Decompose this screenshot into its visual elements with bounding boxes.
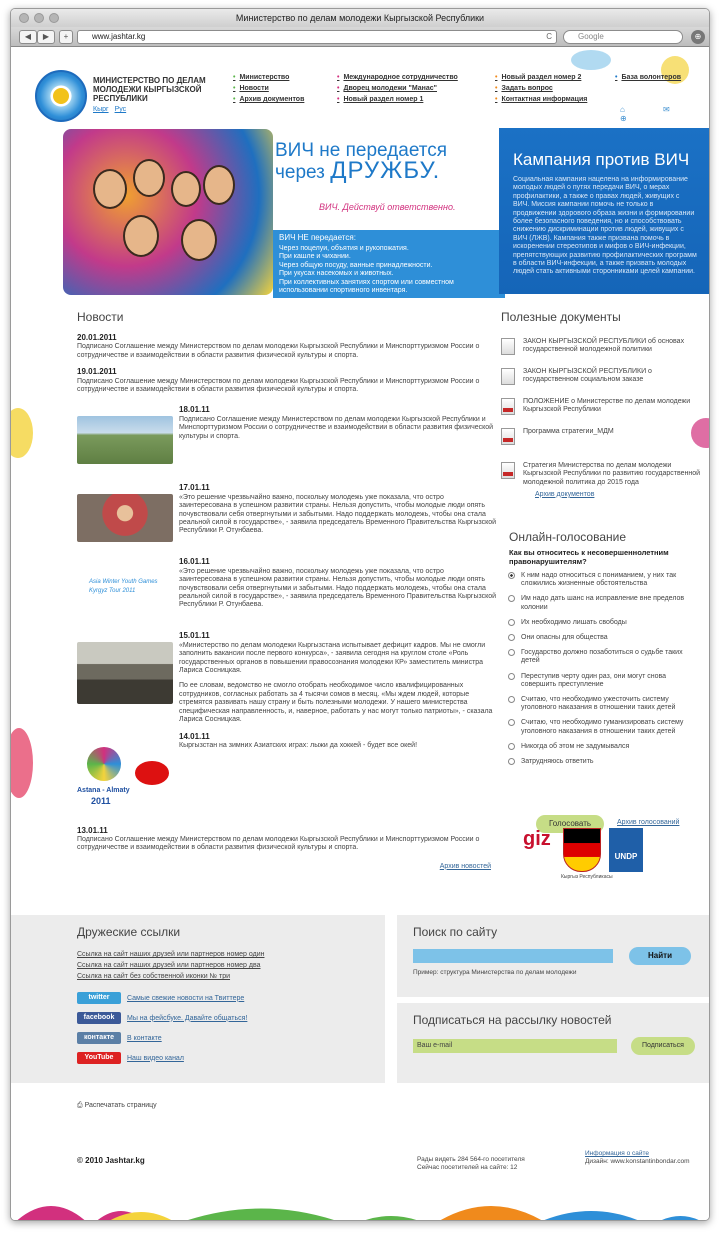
menu-item[interactable]: • База волонтеров — [615, 72, 681, 83]
menu-item[interactable]: • Новости — [233, 83, 304, 94]
radio-button[interactable] — [508, 673, 515, 680]
social-twitter[interactable]: twitter Самые свежие новости на Твиттере — [77, 992, 385, 1004]
minimize-dot[interactable] — [34, 13, 44, 23]
decor-splash — [571, 50, 611, 70]
news-item[interactable]: Asia Winter Youth Games Kyrgyz Tour 2011 16.01.11 «Это решение чрезвычайно важно, поскольку молодежь уже показала, что остро заинтересована в успешном развитии страны. Нельзя допустить, чтобы молодые люди опять почувствовали себя отвергнутыми и забытыми. Надо поддержать молодежь, чтобы она стала реальной силой в государстве», - заявила председатель Временного Правительства Кыргызской Республики Р. Отунбаева. — [77, 558, 497, 614]
pdf-icon — [501, 462, 515, 479]
lang-ru-link[interactable]: Рус — [114, 106, 127, 113]
vote-button[interactable]: Голосовать — [536, 815, 604, 833]
pdf-icon — [501, 428, 515, 445]
radio-button[interactable] — [508, 595, 515, 602]
site-info: Информация о сайте Дизайн: www.konstantinbondar.com — [585, 1150, 690, 1165]
menu-item[interactable]: • Новый раздел номер 1 — [337, 94, 458, 105]
site-search-panel — [397, 915, 709, 997]
friend-link[interactable]: Ссылка на сайт без собственной иконки № три — [77, 973, 231, 980]
print-icon: ⎙ — [77, 1102, 83, 1109]
poll-option[interactable]: Затрудняюсь ответить — [501, 758, 701, 766]
ministry-logo[interactable] — [35, 70, 87, 122]
close-dot[interactable] — [19, 13, 29, 23]
twitter-icon[interactable]: twitter — [77, 992, 121, 1004]
news-item[interactable]: 19.01.2011 Подписано Соглашение между Министерством по делам молодежи Кыргызской Республики и Минспорттуризмом России о сотрудничестве и взаимодействии в области развития физической культуры и спорта. — [77, 367, 480, 394]
documents-title: Полезные документы — [501, 310, 621, 324]
undp-logo[interactable]: UNDP — [609, 828, 643, 872]
news-item[interactable]: 20.01.2011 Подписано Соглашение между Министерством по делам молодежи Кыргызской Республики и Минспорттуризмом России о сотрудничестве и взаимодействии в области развития физической культуры и спорта. — [77, 333, 480, 359]
campaign-title: Кампания против ВИЧ — [513, 150, 690, 169]
documents-section — [501, 310, 701, 498]
vkontakte-icon[interactable]: контакте — [77, 1032, 121, 1044]
radio-button[interactable] — [508, 758, 515, 765]
friends-title: Дружеские ссылки — [77, 925, 181, 939]
lang-kg-link[interactable]: Кырг — [93, 106, 109, 113]
menu-item[interactable]: • Архив документов — [233, 94, 304, 105]
poll-option[interactable]: Они опасны для общества — [501, 634, 701, 642]
site-info-link[interactable]: Информация о сайте — [585, 1150, 650, 1157]
radio-button[interactable] — [508, 649, 515, 656]
news-thumb-astana[interactable]: Astana - Almaty 2011 — [77, 747, 173, 815]
footer-ornament — [11, 1186, 709, 1221]
social-facebook[interactable]: facebook Мы на фейсбуке. Давайте общаться! — [77, 1012, 385, 1024]
campaign-text: Социальная кампания нацелена на информирование молодых людей о путях передачи ВИЧ, о мерах профилактики, а также о правах людей, живущих с ВИЧ. Миссия кампании помочь не только в продвижении здорового образа жизни и формировании более безопасного поведения, но и способствовать снижению дискриминации против людей, живущих с ВИЧ (ЛЖВ). Кампания также призвана помочь в искоренении стереотипов и мифов о ВИЧ-инфекции, препятствующих развитию профилактических программ в области ВИЧ-инфекции, а также призвать молодых людей стать активными сторонниками целей кампании. — [513, 176, 697, 276]
document-item[interactable]: Программа стратегии_МДМ — [501, 428, 701, 446]
poll-archive-link[interactable]: Архив голосований — [617, 819, 680, 826]
browser-toolbar — [11, 27, 709, 47]
menu-item[interactable]: • Международное сотрудничество — [337, 72, 458, 83]
zoom-dot[interactable] — [49, 13, 59, 23]
add-bookmark-button[interactable]: + — [59, 30, 73, 44]
subscribe-button[interactable]: Подписаться — [631, 1037, 695, 1055]
email-input[interactable]: Ваш e-mail — [413, 1039, 617, 1053]
web-page — [11, 48, 709, 1221]
document-item[interactable]: ЗАКОН КЫРГЫЗСКОЙ РЕСПУБЛИКИ о государственном социальном заказе — [501, 368, 701, 386]
news-archive-link[interactable]: Архив новостей — [439, 862, 491, 870]
menu-item[interactable]: • Задать вопрос — [495, 83, 587, 94]
giz-logo[interactable]: giz — [523, 828, 551, 850]
menu-item[interactable]: • Новый раздел номер 2 — [495, 72, 587, 83]
pdf-icon — [501, 398, 515, 415]
hiv-banner[interactable] — [63, 129, 505, 295]
news-title: Новости — [77, 310, 124, 324]
menu-item[interactable]: • Дворец молодежи "Манас" — [337, 83, 458, 94]
banner-slogan: ВИЧ. Действуй ответственно. — [319, 202, 456, 212]
url-text: www.jashtar.kg — [92, 32, 146, 41]
news-thumb-portrait[interactable] — [77, 494, 173, 542]
news-item[interactable]: 17.01.11 «Это решение чрезвычайно важно, поскольку молодежь уже показала, что остро заинтересована в успешном развитии страны. Нельзя допустить, чтобы молодые люди опять почувствовали себя отвергнутыми и забытыми. Надо поддержать молодежь, чтобы она стала реальной силой в государстве», - заявила председатель Временного Правительства Кыргызской Республики Р. Отунбаева. — [77, 484, 497, 540]
address-bar[interactable] — [77, 30, 557, 44]
forward-button[interactable]: ▶ — [37, 30, 55, 44]
news-thumb-yurt[interactable] — [77, 416, 173, 464]
poll-option[interactable]: Считаю, что необходимо гуманизировать систему уголовного наказания в отношении таких детей — [501, 719, 701, 735]
window-title: Министерство по делам молодежи Кыргызской Республики — [235, 13, 485, 23]
document-item[interactable]: ЗАКОН КЫРГЫЗСКОЙ РЕСПУБЛИКИ об основах государственной молодежной политики — [501, 338, 701, 356]
facebook-icon[interactable]: facebook — [77, 1012, 121, 1024]
browser-search-input[interactable]: Google — [563, 30, 683, 44]
visitor-stats: Рады видеть 284 564-го посетителя Сейчас посетителей на сайте: 12 — [417, 1156, 525, 1171]
banner-headline: ВИЧ не передается через ДРУЖБУ. — [275, 140, 448, 184]
poll-option[interactable]: Им надо дать шанс на исправление вне пределов колонии — [501, 595, 701, 611]
subscribe-title: Подписаться на рассылку новостей — [413, 1013, 612, 1027]
document-item[interactable]: Стратегия Министерства по делам молодежи Кыргызской Республики по развитию государственной молодежной политика до 2015 года — [501, 462, 701, 487]
menu-item[interactable]: • Контактная информация — [495, 94, 587, 105]
poll-title: Онлайн-голосование — [509, 530, 627, 544]
banner-facts-box: ВИЧ НЕ передается: Через поцелуи, объятия и рукопожатия. При кашле и чихании. Через общую посуду, ванные принадлежности. При укусах насекомых и животных. При коллективных занятиях спортом или совместном использовании спортивного инвентаря. — [273, 230, 505, 298]
friend-link[interactable]: Ссылка на сайт наших друзей или партнеров номер один — [77, 951, 265, 958]
news-section — [77, 310, 497, 870]
poll-option[interactable]: К ним надо относиться с пониманием, у них так сложились жизненные обстоятельства — [501, 572, 701, 588]
radio-button[interactable] — [508, 634, 515, 641]
radio-button[interactable] — [508, 696, 515, 703]
doc-icon — [501, 368, 515, 385]
menu-col-1 — [233, 72, 304, 105]
poll-option[interactable]: Их необходимо лишать свободы — [501, 619, 701, 627]
ministry-name: МИНИСТЕРСТВО ПО ДЕЛАМ МОЛОДЕЖИ КЫРГЫЗСКОЙ РЕСПУБЛИКИ — [93, 76, 206, 103]
site-search-input[interactable] — [413, 949, 613, 963]
print-page-link[interactable]: ⎙ Распечатать страницу — [77, 1102, 157, 1109]
poll-option[interactable]: Переступив черту один раз, они могут снова совершить преступление — [501, 673, 701, 689]
menu-col-2 — [337, 72, 458, 105]
poll-section — [501, 530, 701, 773]
back-button[interactable]: ◀ — [19, 30, 37, 44]
partner-logos: giz Кыргыз Республикасы UNDP — [521, 828, 701, 888]
friends-links-panel — [11, 915, 385, 1083]
news-item[interactable]: 13.01.11 Подписано Соглашение между Министерством по делам молодежи Кыргызской Республики и Минспорттуризмом России о сотрудничестве и взаимодействии в области развития физической культуры и спорта. — [77, 825, 480, 852]
poll-question: Как вы относитесь к несовершеннолетним правонарушителям? — [509, 548, 669, 566]
menu-item[interactable]: • Министерство — [233, 72, 304, 83]
news-thumb-meeting[interactable] — [77, 642, 173, 704]
browser-window — [10, 8, 710, 1221]
poll-option[interactable]: Государство должно позаботиться о судьбе таких детей — [501, 649, 701, 665]
news-item[interactable]: 15.01.11 «Министерство по делам молодежи Кыргызстана испытывает дефицит кадров. Мы не смогли заполнить вакансии после первого конкурса», - заявила сегодня на круглом столе «Роль государственных органов в повышении правосознания молодежи КР» заместитель министра Лариса Сосницкая. По ее словам, ведомство не смогло отобрать необходимое число квалифицированных сотрудников, согласных работать за 4 тысячи сомов в месяц. «Мы ждем людей, которые стремятся развивать нашу страну и быть полезными молодежи. У нашего министерства специфическая направленность, и, наверное, работать у нас могут только патриоты», - сказала Лариса Сосницкая. — [77, 632, 497, 724]
radio-button[interactable] — [508, 619, 515, 626]
radio-button[interactable] — [508, 572, 515, 579]
find-button[interactable]: Найти — [629, 947, 691, 965]
news-thumb-games-logo[interactable]: Asia Winter Youth Games Kyrgyz Tour 2011 — [77, 568, 173, 616]
social-youtube[interactable]: YouTube Наш видео канал — [77, 1052, 385, 1064]
refresh-icon[interactable]: C — [546, 32, 552, 41]
document-item[interactable]: ПОЛОЖЕНИЕ о Министерстве по делам молодежи Кыргызской Республики — [501, 398, 701, 416]
doc-icon — [501, 338, 515, 355]
news-item[interactable]: 18.01.11 Подписано Соглашение между Министерством по делам молодежи Кыргызской Республики и Минспорттуризмом России о сотрудничестве и взаимодействии в области развития физической культуры и спорта. — [77, 406, 497, 462]
search-title: Поиск по сайту — [413, 925, 498, 939]
news-item[interactable]: Astana - Almaty 2011 14.01.11 Кыргызстан на зимних Азиатских играх: лыжи да хоккей - будет все окей! — [77, 733, 497, 815]
friend-link[interactable]: Ссылка на сайт наших друзей или партнеров номер два — [77, 962, 261, 969]
radio-button[interactable] — [508, 719, 515, 726]
radio-button[interactable] — [508, 743, 515, 750]
copyright: © 2010 Jashtar.kg — [77, 1156, 145, 1165]
documents-archive-link[interactable]: Архив документов — [535, 490, 595, 498]
header-tool-icons[interactable]: ⌂ ✉ ⊕ — [620, 105, 688, 123]
search-hint: Пример: структура Министерства по делам молодежи — [413, 969, 577, 976]
decor-splash — [11, 728, 33, 798]
kg-partner-emblem[interactable] — [563, 828, 601, 872]
menu-col-3 — [495, 72, 587, 105]
decor-splash — [11, 408, 33, 458]
menu-col-4 — [615, 72, 681, 83]
social-vkontakte[interactable]: контакте В контакте — [77, 1032, 385, 1044]
downloads-icon[interactable]: ⊕ — [691, 30, 705, 44]
poll-option[interactable]: Никогда об этом не задумывался — [501, 743, 701, 751]
title-bar — [11, 9, 709, 27]
poll-option[interactable]: Считаю, что необходимо ужесточить систему уголовного наказания в отношении таких детей — [501, 696, 701, 712]
youtube-icon[interactable]: YouTube — [77, 1052, 121, 1064]
subscribe-panel — [397, 1003, 709, 1083]
youth-photo — [63, 129, 273, 295]
campaign-panel — [499, 128, 709, 294]
